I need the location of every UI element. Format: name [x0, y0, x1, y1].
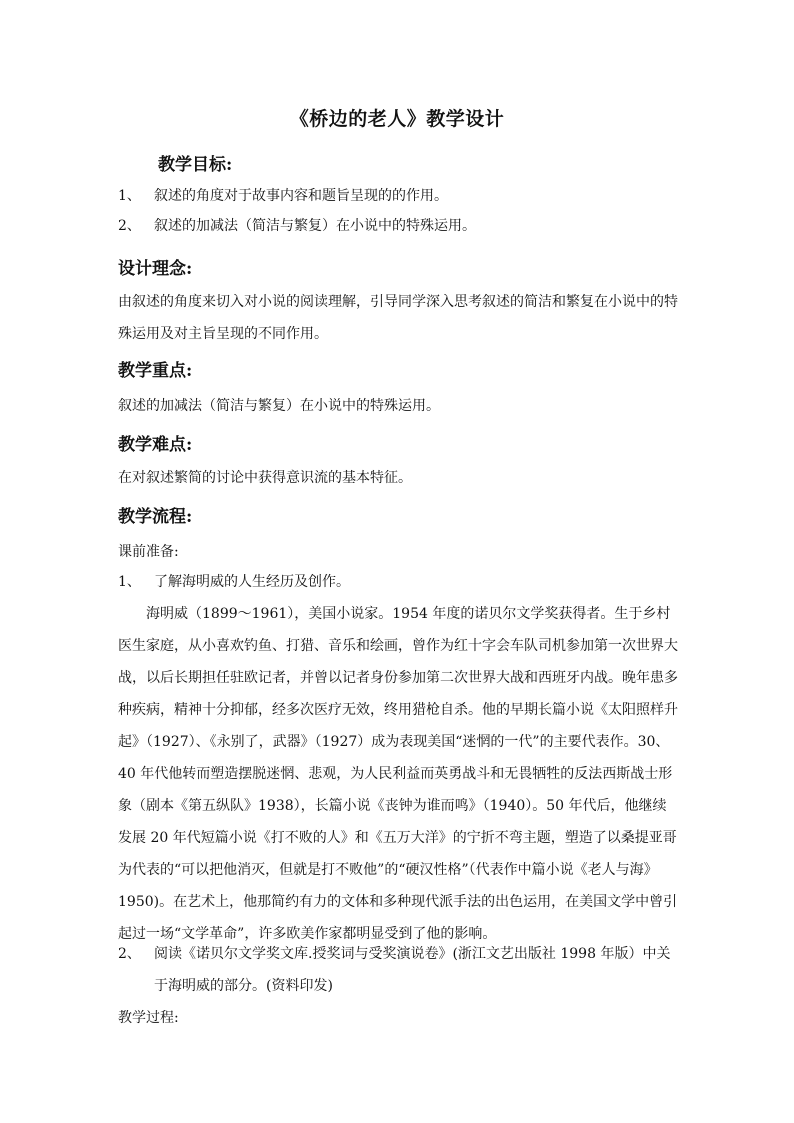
process-label: 教学过程: [118, 1010, 179, 1026]
goal-2-number: 2、 [118, 218, 141, 234]
prep-item-1-text: 了解海明威的人生经历及创作。 [154, 574, 350, 590]
prep-item-2-number: 2、 [118, 946, 141, 962]
prep-item-1-number: 1、 [118, 574, 141, 590]
hemingway-bio-paragraph: 海明威（1899～1961），美国小说家。1954 年度的诺贝尔文学奖获得者。生于乡村医生家庭，从小喜欢钓鱼、打猎、音乐和绘画，曾作为红十字会车队司机参加第一次世界大战，以后长期担任驻欧记者，并曾以记者身份参加第二次世界大战和西班牙内战。晚年患多种疾病，精神十分抑郁，经多次医疗无效，终用猎枪自杀。他的早期长篇小说《太阳照样升起》（1927）、《永别了，武器》（1927）成为表现美国“迷惘的一代”的主要代表作。30、40 年代他转而塑造摆脱迷惘、悲观，为人民利益而英勇战斗和无畏牺牲的反法西斯战士形象（剧本《第五纵队》1938），长篇小说《丧钟为谁而鸣》（1940）。50 年代后，他继续发展 20 年代短篇小说《打不败的人》和《五万大洋》的宁折不弯主题，塑造了以桑提亚哥为代表的“可以把他消灭，但就是打不败他”的“硬汉性格”（代表作中篇小说《老人与海》1950)。在艺术上，他那简约有力的文体和多种现代派手法的出色运用，在美国文学中曾引起过一场“文学革命”，许多欧美作家都明显受到了他的影响。 [118, 606, 678, 942]
flow-heading: 教学流程: [118, 507, 193, 527]
difficulty-heading: 教学难点: [118, 435, 193, 455]
goal-1-number: 1、 [118, 188, 141, 204]
prep-item-2-text: 阅读《诺贝尔文学奖文库.授奖词与受奖演说卷》(浙江文艺出版社 1998 年版）中关于海明威的部分。(资料印发) [154, 946, 671, 994]
concept-heading: 设计理念: [118, 259, 193, 279]
concept-paragraph: 由叙述的角度来切入对小说的阅读理解，引导同学深入思考叙述的简洁和繁复在小说中的特殊运用及对主旨呈现的不同作用。 [118, 294, 678, 342]
key-points-paragraph: 叙述的加减法（简洁与繁复）在小说中的特殊运用。 [118, 398, 440, 414]
difficulty-paragraph: 在对叙述繁简的讨论中获得意识流的基本特征。 [118, 470, 412, 486]
page-title: 《桥边的老人》教学设计 [289, 108, 505, 130]
goal-2-text: 叙述的加减法（简洁与繁复）在小说中的特殊运用。 [154, 218, 476, 234]
key-points-heading: 教学重点: [118, 361, 193, 381]
goals-heading: 教学目标: [158, 155, 233, 175]
prep-label: 课前准备: [118, 544, 179, 560]
goal-1-text: 叙述的角度对于故事内容和题旨呈现的的作用。 [154, 188, 448, 204]
